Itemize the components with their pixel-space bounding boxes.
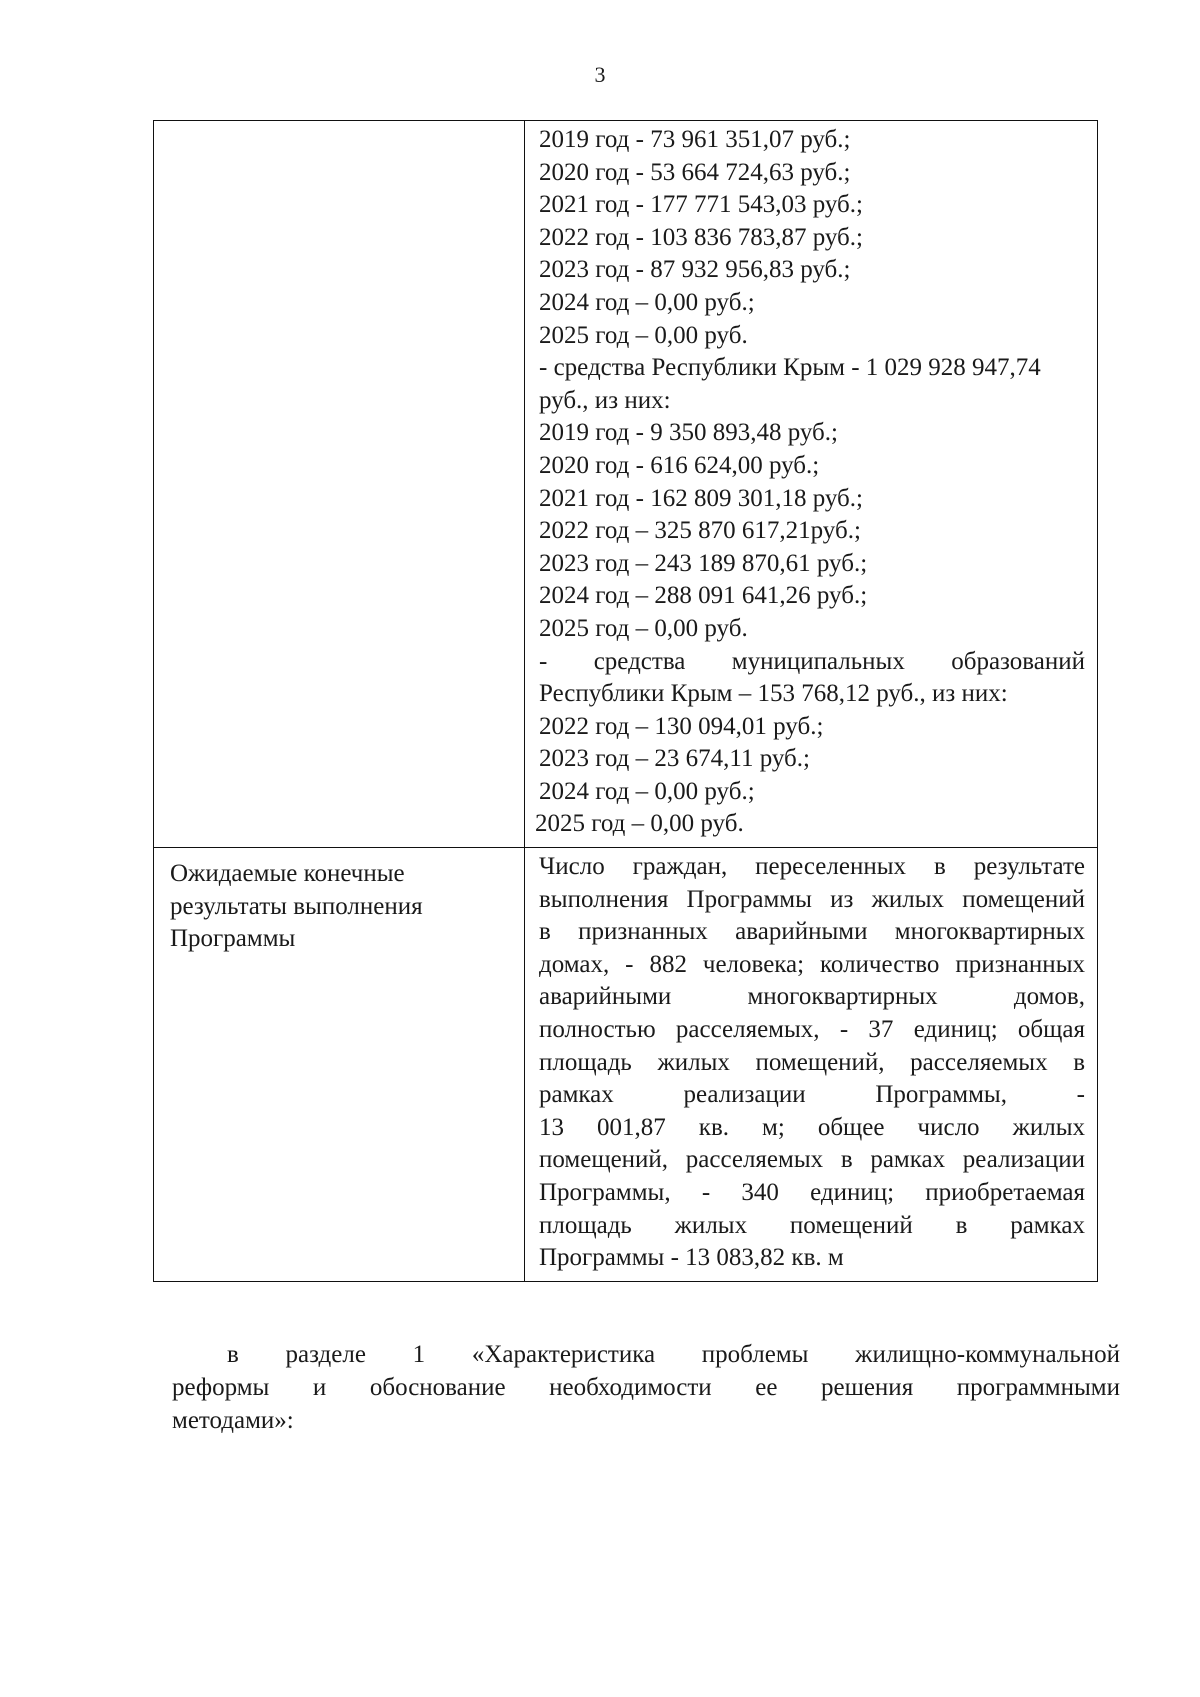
results-text-line: площадь жилых помещений, расселяемых в	[539, 1048, 1085, 1076]
results-text-line: домах, - 882 человека; количество признанных	[539, 950, 1085, 978]
results-label-line: Программы	[170, 925, 296, 953]
municipal-year-2025: 2025 год – 0,00 руб.	[535, 810, 744, 838]
program-passport-table	[153, 120, 1098, 1282]
table-row-financing	[154, 121, 1098, 848]
crimea-year-2022: 2022 год – 325 870 617,21руб.;	[539, 517, 861, 545]
crimea-year-2021: 2021 год - 162 809 301,18 руб.;	[539, 484, 863, 512]
results-text-line: Программы, - 340 единиц; приобретаемая	[539, 1179, 1085, 1206]
section-amendment-paragraph	[172, 1338, 1120, 1437]
federal-year-2023: 2023 год - 87 932 956,83 руб.;	[539, 256, 851, 284]
results-label-line: Ожидаемые конечные	[170, 860, 405, 888]
cell-expected-results-label	[154, 848, 525, 1282]
federal-year-2021: 2021 год - 177 771 543,03 руб.;	[539, 191, 863, 219]
results-text-line: 13 001,87 кв. м; общее число жилых	[539, 1113, 1085, 1141]
municipal-year-2023: 2023 год – 23 674,11 руб.;	[539, 745, 810, 773]
cell-financing-values	[525, 121, 1098, 848]
results-text-line: рамках реализации Программы, -	[539, 1081, 1085, 1109]
federal-year-2024: 2024 год – 0,00 руб.;	[539, 288, 755, 316]
federal-year-2025: 2025 год – 0,00 руб.	[539, 321, 748, 349]
cell-expected-results-text	[525, 848, 1098, 1282]
municipal-year-2024: 2024 год – 0,00 руб.;	[539, 777, 755, 805]
results-text-line: Программы - 13 083,82 кв. м	[539, 1244, 844, 1272]
federal-year-2022: 2022 год - 103 836 783,87 руб.;	[539, 223, 863, 251]
results-text-line: в признанных аварийными многоквартирных	[539, 918, 1085, 946]
results-text-line: площадь жилых помещений в рамках	[539, 1211, 1085, 1239]
crimea-year-2024: 2024 год – 288 091 641,26 руб.;	[539, 582, 868, 610]
crimea-funds-header: - средства Республики Крым - 1 029 928 947,74	[539, 354, 1041, 382]
results-text-line: аварийными многоквартирных домов,	[539, 983, 1085, 1011]
paragraph-line: в разделе 1 «Характеристика проблемы жилищно-коммунальной	[227, 1341, 1120, 1368]
page-number: 3	[594, 62, 606, 87]
crimea-year-2020: 2020 год - 616 624,00 руб.;	[539, 451, 820, 479]
results-text-line: полностью расселяемых, - 37 единиц; общая	[539, 1016, 1085, 1044]
federal-year-2019: 2019 год - 73 961 351,07 руб.;	[539, 126, 851, 153]
results-text-line: выполнения Программы из жилых помещений	[539, 885, 1085, 913]
crimea-year-2019: 2019 год - 9 350 893,48 руб.;	[539, 419, 838, 447]
crimea-year-2023: 2023 год – 243 189 870,61 руб.;	[539, 549, 868, 577]
results-label-line: результаты выполнения	[170, 892, 423, 920]
table-row-expected-results	[154, 848, 1098, 1282]
municipal-year-2022: 2022 год – 130 094,01 руб.;	[539, 712, 824, 740]
federal-year-2020: 2020 год - 53 664 724,63 руб.;	[539, 158, 851, 186]
crimea-year-2025: 2025 год – 0,00 руб.	[539, 614, 748, 642]
results-text-line: Число граждан, переселенных в результате	[539, 853, 1085, 881]
municipal-funds-header-cont: Республики Крым – 153 768,12 руб., из них:	[539, 680, 1008, 708]
crimea-funds-header-cont: руб., из них:	[539, 386, 671, 414]
municipal-funds-header: - средства муниципальных образований	[539, 647, 1085, 675]
paragraph-line: реформы и обоснование необходимости ее решения программными	[172, 1374, 1120, 1401]
paragraph-line: методами»:	[172, 1407, 294, 1434]
results-text-line: помещений, расселяемых в рамках реализации	[539, 1146, 1085, 1174]
cell-financing-label	[154, 121, 525, 848]
